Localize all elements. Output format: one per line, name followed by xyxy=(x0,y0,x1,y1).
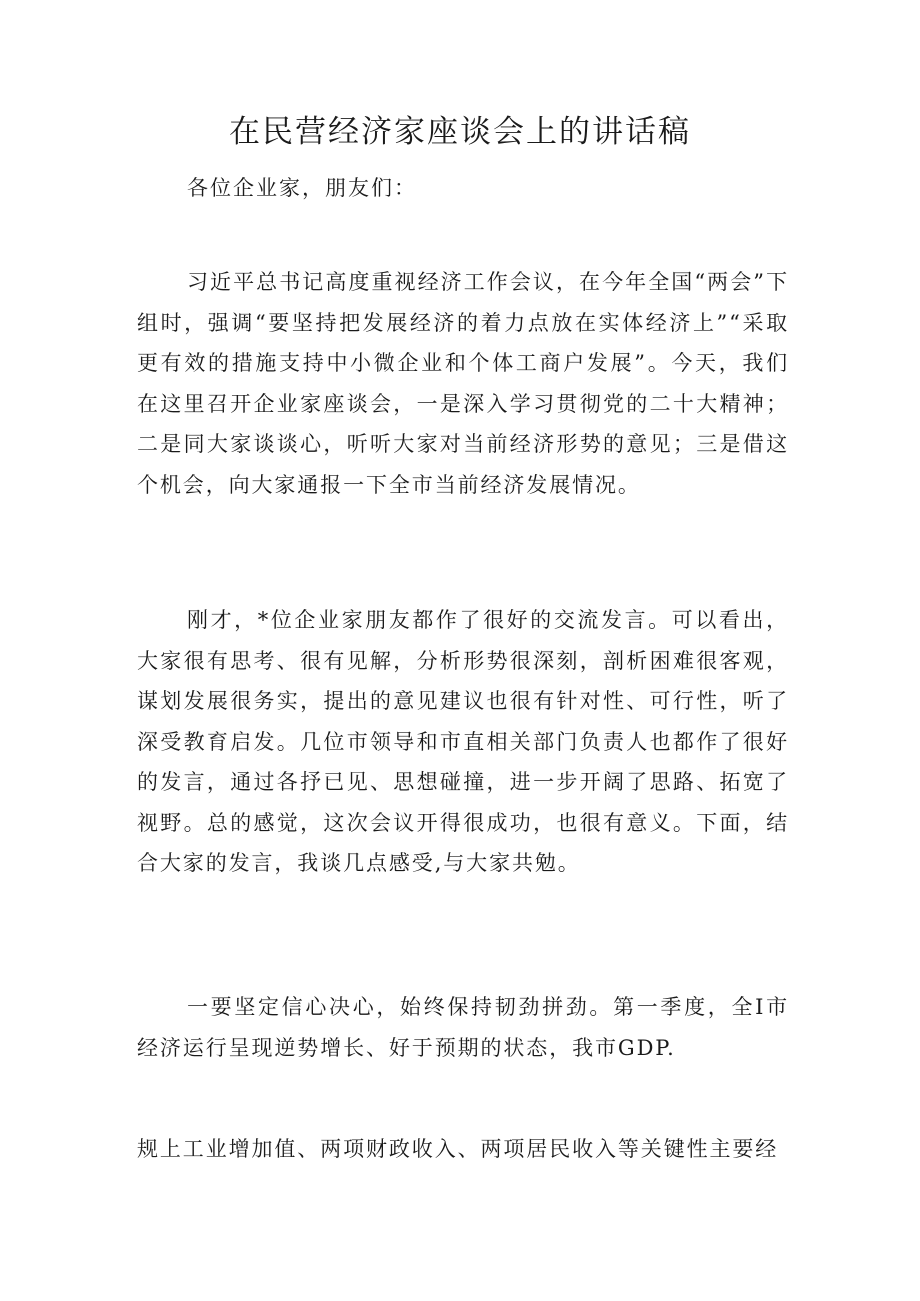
paragraph-1: 习近平总书记高度重视经济工作会议，在今年全国“两会”下组时，强调“要坚持把发展经济的着力点放在实体经济上”“采取更有效的措施支持中小微企业和个体工商户发展”。今天，我们在这里召开企业家座谈会，一是深入学习贯彻党的二十大精神；二是同大家谈谈心，听听大家对当前经济形势的意见；三是借这个机会，向大家通报一下全市当前经济发展情况。 xyxy=(137,270,789,497)
paragraph-3: 一要坚定信心决心，始终保持韧劲拼劲。第一季度，全I市经济运行呈现逆势增长、好于预期的状态，我市GDP. xyxy=(137,995,789,1060)
paragraph-2: 刚才，*位企业家朋友都作了很好的交流发言。可以看出，大家很有思考、很有见解，分析形势很深刻，剖析困难很客观，谋划发展很务实，提出的意见建议也很有针对性、可行性，听了深受教育启发。几位市领导和市直相关部门负责人也都作了很好的发言，通过各抒已见、思想碰撞，进一步开阔了思路、拓宽了视野。总的感觉，这次会议开得很成功，也很有意义。下面，结合大家的发言，我谈几点感受,与大家共勉。 xyxy=(137,608,789,875)
paragraph-4: 规上工业增加值、两项财政收入、两项居民收入等关键性主要经 xyxy=(137,1137,779,1161)
document-title: 在民营经济家座谈会上的讲话稿 xyxy=(229,114,691,150)
salutation: 各位企业家，朋友们： xyxy=(187,176,417,200)
